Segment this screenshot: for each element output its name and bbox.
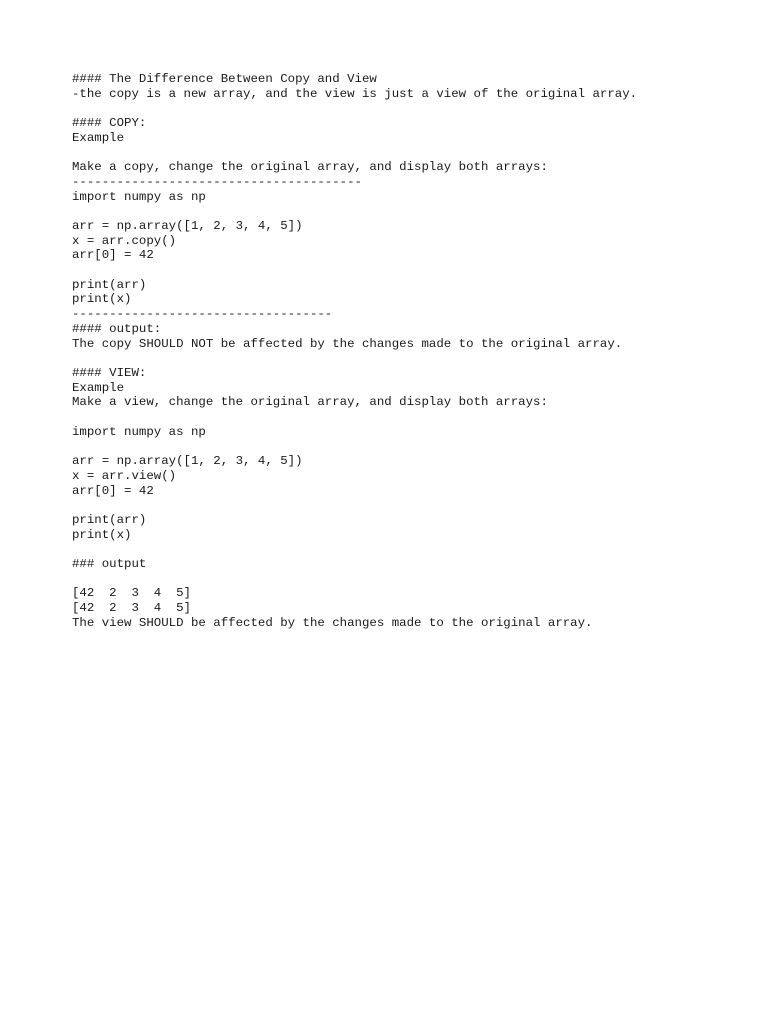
code-line: arr[0] = 42 <box>72 248 154 263</box>
code-line: arr = np.array([1, 2, 3, 4, 5]) <box>72 218 303 233</box>
heading-output: #### output: <box>72 321 162 336</box>
code-line: x = arr.view() <box>72 468 177 483</box>
heading-view: #### VIEW: <box>72 365 147 380</box>
code-line: print(arr) <box>72 512 147 527</box>
heading-difference: #### The Difference Between Copy and View <box>72 72 377 86</box>
blank-line <box>72 351 712 366</box>
code-line: import numpy as np <box>72 424 206 439</box>
blank-line <box>72 498 712 513</box>
view-conclusion: The view SHOULD be affected by the changes made to the original array. <box>72 615 593 630</box>
output-line: [42 2 3 4 5] <box>72 601 191 616</box>
code-line: x = arr.copy() <box>72 233 177 248</box>
heading-copy: #### COPY: <box>72 116 147 131</box>
output-line: [42 2 3 4 5] <box>72 586 191 601</box>
blank-line <box>72 101 712 116</box>
blank-line <box>72 146 712 161</box>
blank-line <box>72 572 712 587</box>
code-line: arr = np.array([1, 2, 3, 4, 5]) <box>72 454 303 469</box>
blank-line <box>72 410 712 425</box>
blank-line <box>72 439 712 454</box>
separator-line: ----------------------------------- <box>72 307 333 322</box>
code-line: print(x) <box>72 292 132 307</box>
view-example-label: Example <box>72 380 125 395</box>
blank-line <box>72 204 712 219</box>
code-line: print(arr) <box>72 277 147 292</box>
code-line: import numpy as np <box>72 189 206 204</box>
separator-line: --------------------------------------- <box>72 174 362 189</box>
code-line: arr[0] = 42 <box>72 483 154 498</box>
document-text <box>72 72 712 631</box>
view-instruction: Make a view, change the original array, and display both arrays: <box>72 395 548 410</box>
blank-line <box>72 542 712 557</box>
code-line: print(x) <box>72 527 132 542</box>
copy-example-label: Example <box>72 130 125 145</box>
blank-line <box>72 263 712 278</box>
copy-instruction: Make a copy, change the original array, and display both arrays: <box>72 160 548 175</box>
intro-text: -the copy is a new array, and the view is just a view of the original array. <box>72 86 638 101</box>
heading-view-output: ### output <box>72 557 147 572</box>
copy-conclusion: The copy SHOULD NOT be affected by the changes made to the original array. <box>72 336 623 351</box>
